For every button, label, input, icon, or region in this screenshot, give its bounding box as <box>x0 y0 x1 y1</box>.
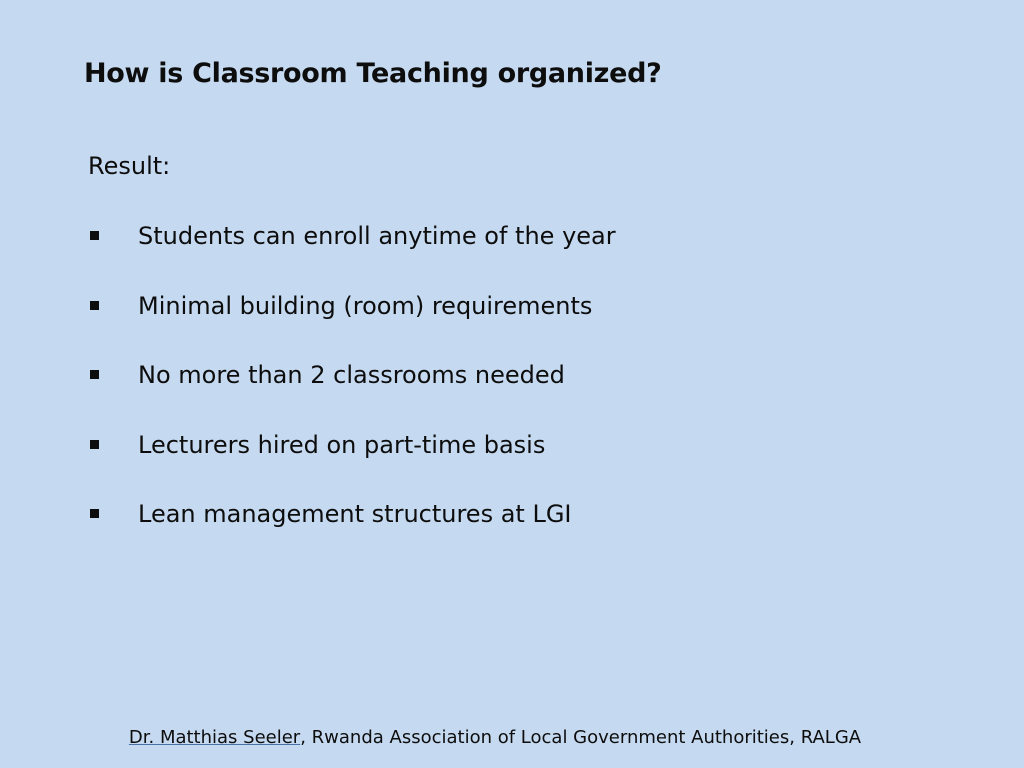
result-label: Result: <box>88 152 171 180</box>
square-bullet-icon <box>90 509 99 518</box>
square-bullet-icon <box>90 440 99 449</box>
footer-organization: Rwanda Association of Local Government Authorities, RALGA <box>305 727 862 748</box>
slide-title: How is Classroom Teaching organized? <box>84 58 662 89</box>
square-bullet-icon <box>90 231 99 240</box>
footer-separator: , <box>300 727 306 748</box>
square-bullet-icon <box>90 370 99 379</box>
bullet-text: Minimal building (room) requirements <box>138 291 593 320</box>
square-bullet-icon <box>90 301 99 310</box>
bullet-text: No more than 2 classrooms needed <box>138 361 565 389</box>
slide-footer <box>0 727 990 748</box>
bullet-text: Students can enroll anytime of the year <box>138 222 616 250</box>
bullet-text: Lean management structures at LGI <box>138 500 572 528</box>
bullet-text: Lecturers hired on part-time basis <box>138 430 546 459</box>
footer-author: Dr. Matthias Seeler <box>128 727 301 748</box>
